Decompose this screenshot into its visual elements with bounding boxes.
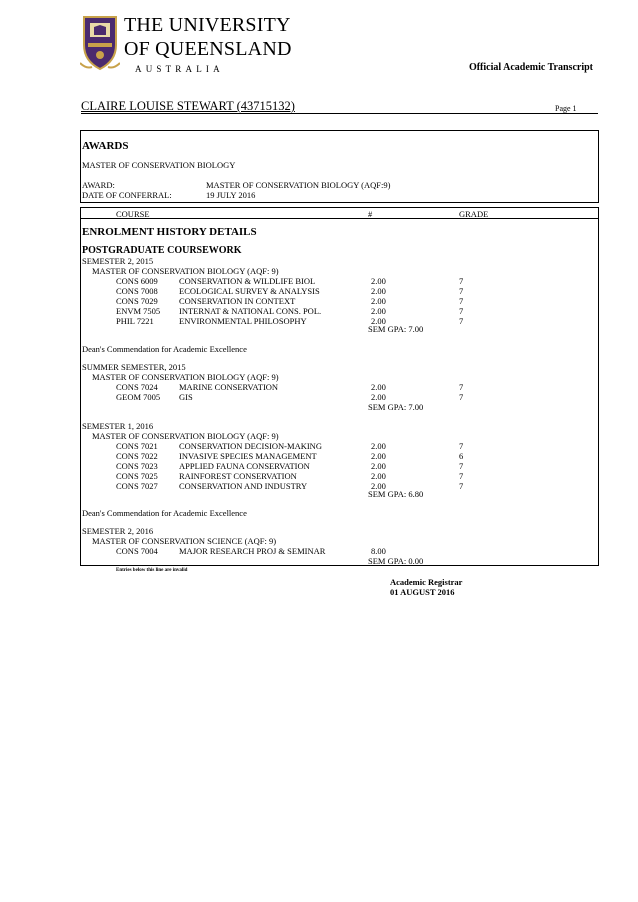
course-title: INTERNAT & NATIONAL CONS. POL. [179, 306, 322, 316]
university-name-line1: THE UNIVERSITY [124, 14, 291, 36]
award-label: AWARD: [82, 180, 115, 190]
column-units: # [368, 209, 373, 219]
enrolment-heading: ENROLMENT HISTORY DETAILS [82, 226, 257, 238]
course-units: 2.00 [371, 471, 386, 481]
course-code: CONS 6009 [116, 276, 158, 286]
semester-name: SEMESTER 2, 2015 [82, 256, 154, 266]
course-units: 2.00 [371, 461, 386, 471]
document-type: Official Academic Transcript [468, 62, 593, 73]
course-code: CONS 7008 [116, 286, 158, 296]
course-units: 2.00 [371, 286, 386, 296]
course-code: CONS 7023 [116, 461, 158, 471]
course-grade: 7 [459, 306, 464, 316]
course-title: MARINE CONSERVATION [179, 382, 279, 392]
course-units: 8.00 [371, 546, 386, 556]
course-units: 2.00 [371, 382, 386, 392]
semester-gpa: SEM GPA: 7.00 [368, 402, 424, 412]
course-grade: 7 [459, 316, 464, 326]
semester-commendation: Dean's Commendation for Academic Excellence [82, 508, 247, 518]
course-code: ENVM 7505 [116, 306, 161, 316]
course-code: CONS 7022 [116, 451, 158, 461]
course-title: APPLIED FAUNA CONSERVATION [179, 461, 310, 471]
semester-program: MASTER OF CONSERVATION BIOLOGY (AQF: 9) [92, 431, 279, 441]
course-grade: 6 [459, 451, 464, 461]
course-code: CONS 7004 [116, 546, 158, 556]
course-grade: 7 [459, 461, 464, 471]
semester-gpa: SEM GPA: 7.00 [368, 324, 424, 334]
course-grade: 7 [459, 296, 464, 306]
course-title: CONSERVATION DECISION-MAKING [179, 441, 322, 451]
course-grade: 7 [459, 481, 464, 491]
course-code: CONS 7029 [116, 296, 158, 306]
semester-gpa: SEM GPA: 6.80 [368, 489, 424, 499]
course-title: RAINFOREST CONSERVATION [179, 471, 297, 481]
course-units: 2.00 [371, 481, 386, 491]
name-underline [81, 113, 598, 114]
course-title: MAJOR RESEARCH PROJ & SEMINAR [179, 546, 326, 556]
semester-name: SEMESTER 2, 2016 [82, 526, 154, 536]
course-code: CONS 7025 [116, 471, 158, 481]
semester-program: MASTER OF CONSERVATION BIOLOGY (AQF: 9) [92, 266, 279, 276]
university-crest-logo [80, 15, 120, 71]
course-grade: 7 [459, 382, 464, 392]
course-grade: 7 [459, 286, 464, 296]
course-title: CONSERVATION AND INDUSTRY [179, 481, 308, 491]
country-label: AUSTRALIA [135, 64, 224, 74]
semester-program: MASTER OF CONSERVATION SCIENCE (AQF: 9) [92, 536, 277, 546]
course-code: CONS 7027 [116, 481, 158, 491]
awards-heading: AWARDS [82, 140, 129, 152]
column-grade: GRADE [459, 209, 489, 219]
semester-name: SUMMER SEMESTER, 2015 [82, 362, 186, 372]
semester-name: SEMESTER 1, 2016 [82, 421, 154, 431]
student-name: CLAIRE LOUISE STEWART (43715132) [81, 99, 295, 113]
course-title: CONSERVATION IN CONTEXT [179, 296, 296, 306]
course-units: 2.00 [371, 392, 386, 402]
awards-degree: MASTER OF CONSERVATION BIOLOGY [82, 160, 236, 170]
page-number: Page 1 [555, 104, 577, 113]
university-name-line2: OF QUEENSLAND [124, 38, 292, 60]
course-title: CONSERVATION & WILDLIFE BIOL [179, 276, 316, 286]
course-title: GIS [179, 392, 193, 402]
enrolment-subheading: POSTGRADUATE COURSEWORK [82, 245, 242, 256]
column-header-divider [80, 218, 598, 219]
conferral-value: 19 JULY 2016 [206, 190, 256, 200]
course-units: 2.00 [371, 306, 386, 316]
registrar-date: 01 AUGUST 2016 [390, 587, 455, 597]
course-grade: 7 [459, 276, 464, 286]
course-code: CONS 7021 [116, 441, 158, 451]
award-value: MASTER OF CONSERVATION BIOLOGY (AQF:9) [206, 180, 391, 190]
course-units: 2.00 [371, 316, 386, 326]
course-title: INVASIVE SPECIES MANAGEMENT [179, 451, 317, 461]
course-grade: 7 [459, 392, 464, 402]
semester-commendation: Dean's Commendation for Academic Excellence [82, 344, 247, 354]
conferral-label: DATE OF CONFERRAL: [82, 190, 172, 200]
course-units: 2.00 [371, 296, 386, 306]
course-title: ENVIRONMENTAL PHILOSOPHY [179, 316, 307, 326]
course-units: 2.00 [371, 451, 386, 461]
semester-gpa: SEM GPA: 0.00 [368, 556, 424, 566]
course-title: ECOLOGICAL SURVEY & ANALYSIS [179, 286, 320, 296]
invalid-entries-note: Entries below this line are invalid [116, 568, 188, 573]
column-course: COURSE [116, 209, 150, 219]
course-code: GEOM 7005 [116, 392, 161, 402]
course-units: 2.00 [371, 441, 386, 451]
registrar-title: Academic Registrar [390, 577, 463, 587]
course-grade: 7 [459, 441, 464, 451]
course-grade: 7 [459, 471, 464, 481]
course-code: PHIL 7221 [116, 316, 154, 326]
course-units: 2.00 [371, 276, 386, 286]
course-code: CONS 7024 [116, 382, 158, 392]
semester-program: MASTER OF CONSERVATION BIOLOGY (AQF: 9) [92, 372, 279, 382]
